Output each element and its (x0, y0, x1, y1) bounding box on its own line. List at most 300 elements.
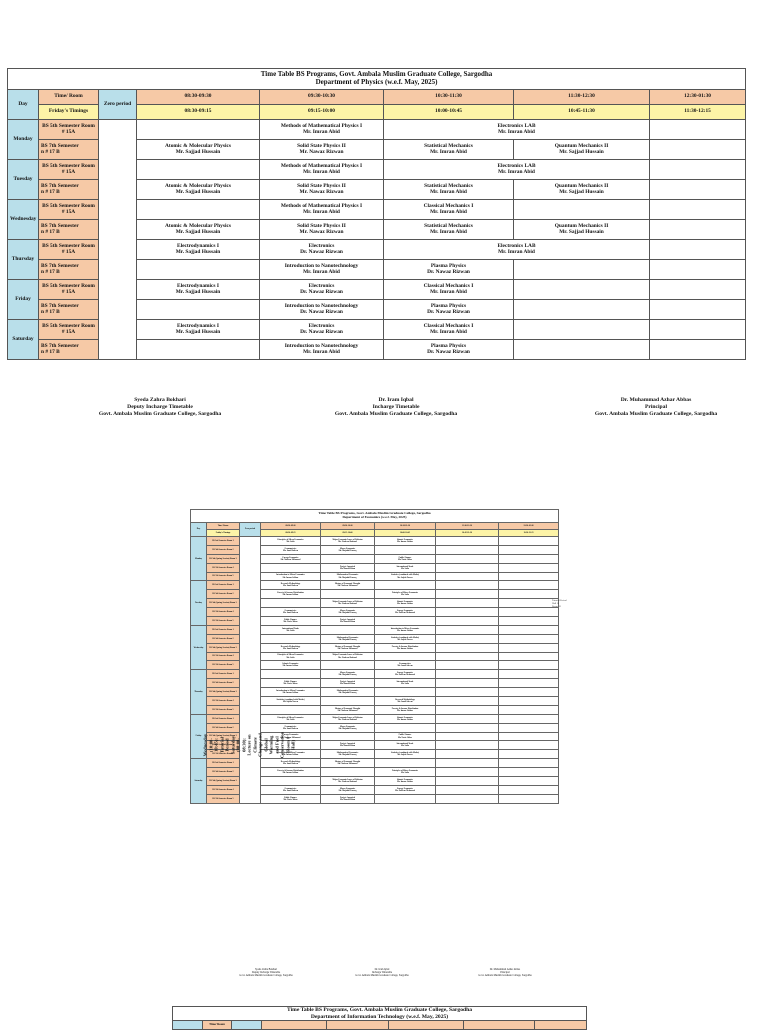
class-cell: Major Economic Issues of Pakistan Mr. Nadeem Shahzad (321, 537, 375, 546)
day-header: Day (191, 523, 207, 537)
semester-label: BS 3rd Semester Room 1 (207, 625, 240, 634)
class-cell: Quantum Mechanics II Mr. Sajjad Hussain (514, 140, 650, 160)
empty-cell (137, 340, 260, 360)
empty-cell (321, 732, 375, 741)
signature-incharge (296, 397, 496, 418)
signature-name: Syeda Zahra Bokhari (134, 397, 186, 403)
empty-cell (650, 240, 746, 260)
empty-cell (436, 599, 499, 608)
day-wednesday: Wednesday (191, 625, 207, 669)
empty-cell (499, 794, 559, 803)
semester-label: BS 5th (Spring Session) Room 3 (207, 643, 240, 652)
class-cell: Energy Economics Mr. Nadeem Mehmood (261, 554, 321, 563)
class-cell: Introduction to Micro Economics Mr. Imran Jabbar (375, 625, 436, 634)
day-saturday: Saturday (191, 759, 207, 803)
friday-slot-1: 08:30-09:15 (261, 530, 321, 537)
empty-cell (650, 180, 746, 200)
semester-label: BS 7th Semester Room 5 (207, 794, 240, 803)
semester-label: BS 5th (Spring Session) Room 3 (207, 777, 240, 786)
empty-cell (137, 120, 260, 140)
semester-label: BS 7th Semester n # 17 B (39, 300, 99, 320)
class-cell: Electronics LAB Mr. Imran Abid (384, 160, 650, 180)
class-cell: Macro Economics Mr. Mujahid Farooq (321, 723, 375, 732)
empty-cell (499, 785, 559, 794)
class-cell: Introduction to Micro Economics Mr. Imran Jabbar (261, 750, 321, 759)
title-line-2: Department of Information Technology (w.e.f. May, 2025) (310, 1013, 449, 1020)
empty-cell (137, 160, 260, 180)
class-cell: Quantum Mechanics II Mr. Sajjad Hussain (514, 220, 650, 240)
class-cell: Econometrics Mr. Jamil Saleem (261, 723, 321, 732)
friday-slot-4: 10:45-11:30 (514, 105, 650, 120)
class-cell: Plasma Physics Dr. Nawaz Rizwan (384, 300, 514, 320)
empty-cell (499, 679, 559, 688)
semester-label: BS 7th Semester n # 17 B (39, 340, 99, 360)
empty-cell (137, 300, 260, 320)
class-cell: Classical Mechanics I Mr. Imran Abid (384, 320, 514, 340)
semester-label: BS 3rd Semester Room 1 (207, 537, 240, 546)
class-cell: International Trade Mr. Saifa (375, 563, 436, 572)
class-cell: Islamic Economics Mr. Imran Jabbar (375, 599, 436, 608)
zero-period-header (232, 1021, 262, 1030)
empty-cell (514, 320, 650, 340)
zero-period-header: Zero period (240, 523, 261, 537)
empty-cell (436, 697, 499, 706)
empty-cell (650, 280, 746, 300)
day-tuesday: Tuesday (191, 581, 207, 625)
semester-label: BS 7th Semester n # 17 B (39, 220, 99, 240)
class-cell: Energy Economics Mr. Nadeem Mehmood (375, 785, 436, 794)
slot-header-3: 10:30-11:30 (375, 523, 436, 530)
semester-label: BS 7th Semester n # 17 B (39, 140, 99, 160)
class-cell: Project Appraisal Mr. Hamza Khan (321, 679, 375, 688)
empty-cell (436, 670, 499, 679)
empty-cell (499, 581, 559, 590)
slot-header-1 (262, 1021, 327, 1030)
empty-cell (436, 794, 499, 803)
empty-cell (436, 581, 499, 590)
zero-period-column (99, 120, 137, 360)
class-cell: Poverty & Income Distribution Mr. Imran Jabbar (261, 590, 321, 599)
empty-cell (436, 688, 499, 697)
semester-label: BS 5th Semester Room # 15A (39, 160, 99, 180)
signature-deputy-incharge (226, 968, 306, 978)
empty-cell (436, 608, 499, 617)
empty-cell (436, 545, 499, 554)
empty-cell (499, 572, 559, 581)
semester-label: BS 5th Semester Room # 15A (39, 200, 99, 220)
semester-label: BS 7th Semester Room 4 (207, 741, 240, 750)
empty-cell (375, 617, 436, 626)
class-cell: Research Methodology Mr. Jamil Saleem (375, 697, 436, 706)
empty-cell (321, 768, 375, 777)
empty-cell (436, 625, 499, 634)
class-cell: History of Economic Thought Mr. Nadeem Mehmood (321, 759, 375, 768)
semester-label: BS 5th Semester Room 2 (207, 679, 240, 688)
empty-cell (514, 340, 650, 360)
class-cell: Econometrics Mr. Jamil Saleem (261, 545, 321, 554)
empty-cell (137, 260, 260, 280)
empty-cell (375, 581, 436, 590)
empty-cell (499, 625, 559, 634)
it-timetable (172, 1006, 587, 1030)
class-cell: Econometrics Mr. Jamil Saleem (261, 785, 321, 794)
class-cell: Public Finance Mr. Nasir Abbas (261, 794, 321, 803)
class-cell: History of Economic Thought Mr. Nadeem Mehmood (321, 581, 375, 590)
empty-cell (499, 750, 559, 759)
empty-cell (499, 697, 559, 706)
class-cell: Electronics LAB Mr. Imran Abid (384, 120, 650, 140)
slot-header-2 (327, 1021, 389, 1030)
empty-cell (375, 688, 436, 697)
signature-role: Principal (500, 971, 510, 975)
signature-name: Dr. Muhammad Azhar Abbas (620, 397, 692, 403)
zero-period-header: Zero period (99, 90, 137, 120)
empty-cell (375, 759, 436, 768)
empty-cell (261, 670, 321, 679)
friday-slot-4: 10:45-11:30 (436, 530, 499, 537)
empty-cell (436, 768, 499, 777)
day-header: Day (8, 90, 39, 120)
class-cell: Statistical Mechanics Mr. Imran Abid (384, 140, 514, 160)
empty-cell (650, 300, 746, 320)
signature-principal (460, 968, 550, 978)
class-cell: Plasma Physics Dr. Nawaz Rizwan (384, 340, 514, 360)
time-room-header: Time/ Room (207, 523, 240, 530)
empty-cell (436, 643, 499, 652)
empty-cell (650, 160, 746, 180)
semester-label: BS 7th Semester Room 4 (207, 608, 240, 617)
class-cell: Statistics (combined with Maths) Mr. Sajida Yaseen (375, 634, 436, 643)
class-cell: Electrodynamics I Mr. Sajjad Hussain (137, 280, 260, 300)
empty-cell (514, 200, 650, 220)
empty-cell (436, 777, 499, 786)
empty-cell (499, 634, 559, 643)
empty-cell (261, 777, 321, 786)
empty-cell (261, 599, 321, 608)
empty-cell (514, 300, 650, 320)
signature-org: Govt. Ambala Muslim Graduate College, Sargodha (478, 974, 532, 978)
semester-label: BS 7th Semester n # 17 B (39, 180, 99, 200)
signature-name: Syeda Zahra Bokhari (254, 968, 278, 971)
class-cell: Statistics (combined with Maths) Mr. Sajida Yaseen (261, 697, 321, 706)
class-cell: Islamic Economics Mr. Imran Jabbar (375, 714, 436, 723)
class-cell: History of Economic Thought Mr. Nadeem Mehmood (321, 705, 375, 714)
class-cell: Introduction to Nanotechnology Dr. Nawaz Rizwan (260, 300, 384, 320)
class-cell: Introduction to Nanotechnology Mr. Imran Abid (260, 260, 384, 280)
class-cell: Statistics (combined with Maths) Mr. Sajida Yaseen (375, 750, 436, 759)
timetable-title (8, 69, 746, 90)
day-monday: Monday (191, 537, 207, 581)
friday-slot-2: 09:15-10:00 (321, 530, 375, 537)
semester-label: BS 5th Semester Room 2 (207, 590, 240, 599)
empty-cell (499, 554, 559, 563)
day-tuesday: Tuesday (8, 160, 39, 200)
class-cell: Econometrics Mr. Jamil Saleem (261, 608, 321, 617)
signature-role: Principal (644, 403, 668, 410)
class-cell: History of Economic Thought Mr. Nadeem Mehmood (321, 643, 375, 652)
slot-header-4 (464, 1021, 535, 1030)
class-cell: Principles of Micro Economics Mr. Saifa (261, 714, 321, 723)
semester-label: BS 5th (Spring Session) Room 3 (207, 554, 240, 563)
class-cell: Electronics Dr. Nawaz Rizwan (260, 240, 384, 260)
class-cell: Research Methodology Mr. Jamil Saleem (261, 759, 321, 768)
semester-label: BS 7th Semester Room 5 (207, 572, 240, 581)
class-cell: Principles of Micro Economics Mr. Saifa (261, 537, 321, 546)
empty-cell (650, 340, 746, 360)
empty-cell (375, 723, 436, 732)
semester-label: BS 7th Semester Room 5 (207, 705, 240, 714)
empty-cell (499, 643, 559, 652)
friday-slot-3: 10:00-10:45 (384, 105, 514, 120)
empty-cell (375, 652, 436, 661)
class-cell: Poverty & Income Distribution Mr. Imran Jabbar (261, 768, 321, 777)
class-cell: Poverty & Income Distribution Mr. Imran Jabbar (375, 643, 436, 652)
empty-cell (514, 260, 650, 280)
class-cell: Major Economic Issues of Pakistan Mr. Nadeem Shahzad (321, 777, 375, 786)
class-cell: International Trade Mr. Saifa (261, 625, 321, 634)
class-cell: Introduction to Nanotechnology Mr. Imran Abid (260, 340, 384, 360)
empty-cell (650, 120, 746, 140)
class-cell: Public Finance Mr. Nasir Abbas (261, 679, 321, 688)
semester-label: BS 7th Semester Room 4 (207, 697, 240, 706)
semester-label: BS 7th Semester Room 5 (207, 661, 240, 670)
physics-timetable (7, 68, 746, 360)
slot-header-1: 08:30-09:30 (137, 90, 260, 105)
empty-cell (436, 741, 499, 750)
empty-cell (499, 545, 559, 554)
day-friday: Friday (191, 714, 207, 758)
empty-cell (261, 705, 321, 714)
class-cell: Islamic Economics Mr. Imran Jabbar (261, 661, 321, 670)
slot-header-3 (389, 1021, 464, 1030)
empty-cell (436, 537, 499, 546)
slot-header-3: 10:30-11:30 (384, 90, 514, 105)
semester-label: BS 5th Semester Room 2 (207, 545, 240, 554)
empty-cell (436, 590, 499, 599)
time-room-header: Time/ Room (203, 1021, 232, 1030)
empty-cell (321, 661, 375, 670)
signature-name: Dr. Iram Iqbal (374, 968, 390, 971)
semester-label: BS 7th Semester n # 17 B (39, 260, 99, 280)
empty-cell (499, 608, 559, 617)
semester-label: BS 5th Semester Room 2 (207, 723, 240, 732)
class-cell: Atomic & Molecular Physics Mr. Sajjad Hussain (137, 180, 260, 200)
empty-cell (321, 554, 375, 563)
semester-label: BS 5th (Spring Session) Room 3 (207, 732, 240, 741)
class-cell: Principles of Micro Economics Mr. Saifa (375, 768, 436, 777)
class-cell: Mathematical Economics Mr. Mujahid Farooq (321, 750, 375, 759)
semester-label: BS 5th Semester Room # 15A (39, 240, 99, 260)
signature-incharge (342, 968, 422, 978)
semester-label: BS 3rd Semester Room 1 (207, 759, 240, 768)
empty-cell (650, 140, 746, 160)
class-cell: International Trade Mr. Saifa (375, 679, 436, 688)
class-cell: Public Finance Mr. Nasir Abbas (261, 617, 321, 626)
empty-cell (499, 537, 559, 546)
signature-org: Govt. Ambala Muslim Graduate College, Sargodha (239, 974, 293, 978)
semester-label: BS 5th Semester Room # 15A (39, 120, 99, 140)
slot-header-5: 12:30-01:30 (499, 523, 559, 530)
friday-slot-2: 09:15-10:00 (260, 105, 384, 120)
empty-cell (261, 563, 321, 572)
class-cell: Energy Economics Mr. Nadeem Mehmood (375, 608, 436, 617)
empty-cell (499, 617, 559, 626)
class-cell: Electrodynamics I Mr. Sajjad Hussain (137, 240, 260, 260)
slot-header-4: 11:30-12:30 (436, 523, 499, 530)
class-cell: Statistical Mechanics Mr. Imran Abid (384, 220, 514, 240)
friday-timings-label: Friday's Timings (39, 105, 99, 120)
empty-cell (436, 617, 499, 626)
class-cell: Electronics Dr. Nawaz Rizwan (260, 280, 384, 300)
empty-cell (650, 200, 746, 220)
semester-label: BS 3rd Semester Room 1 (207, 714, 240, 723)
empty-cell (436, 652, 499, 661)
class-cell: Atomic & Molecular Physics Mr. Sajjad Hussain (137, 220, 260, 240)
class-cell: International Trade Mr. Saifa (375, 741, 436, 750)
class-cell: Classical Mechanics I Mr. Imran Abid (384, 200, 514, 220)
class-cell: Electronics LAB Mr. Imran Abid (384, 240, 650, 260)
empty-cell (436, 723, 499, 732)
signature-org: Govt. Ambala Muslim Graduate College, Sargodha (98, 410, 222, 417)
class-cell: Mathematical Economics Mr. Mujahid Farooq (321, 634, 375, 643)
day-header (173, 1021, 203, 1030)
class-cell: Project Appraisal Mr. Hamza Khan (321, 563, 375, 572)
signature-name: Dr. Iram Iqbal (378, 397, 414, 403)
empty-cell (321, 697, 375, 706)
class-cell: Methods of Mathematical Physics I Mr. Imran Abid (260, 200, 384, 220)
empty-cell (436, 554, 499, 563)
timetable-title (191, 510, 559, 523)
slot-header-5 (535, 1021, 587, 1030)
empty-cell (436, 714, 499, 723)
empty-cell (436, 759, 499, 768)
friday-slot-5: 11:30-12:15 (650, 105, 746, 120)
empty-cell (499, 652, 559, 661)
class-cell: Islamic Economics Mr. Imran Jabbar (375, 777, 436, 786)
empty-cell (436, 705, 499, 714)
day-thursday: Thursday (8, 240, 39, 280)
empty-cell (499, 759, 559, 768)
empty-cell (436, 572, 499, 581)
empty-cell (436, 750, 499, 759)
empty-cell (499, 741, 559, 750)
semester-label: BS 3rd Semester Room 1 (207, 670, 240, 679)
signature-org: Govt. Ambala Muslim Graduate College, Sargodha (355, 974, 409, 978)
semester-label: BS 5th (Spring Session) Room 3 (207, 599, 240, 608)
empty-cell (436, 679, 499, 688)
semester-label: BS 7th Semester Room 4 (207, 563, 240, 572)
empty-cell (436, 785, 499, 794)
empty-cell (436, 732, 499, 741)
empty-cell (499, 705, 559, 714)
class-cell: Solid State Physics II Mr. Nawaz Rizwan (260, 180, 384, 200)
semester-label: BS 5th Semester Room 2 (207, 768, 240, 777)
class-cell: Energy Economics Mr. Nadeem Mehmood (375, 670, 436, 679)
class-cell: Plasma Physics Dr. Nawaz Rizwan (384, 260, 514, 280)
empty-cell (499, 714, 559, 723)
class-cell: Introduction to Micro Economics Mr. Imran Jabbar (261, 572, 321, 581)
slot-header-4: 11:30-12:30 (514, 90, 650, 105)
class-cell: Energy Economics Mr. Nadeem Mehmood (261, 732, 321, 741)
class-cell: Macro Economics Mr. Mujahid Farooq (321, 608, 375, 617)
semester-label: BS 3rd Semester Room 1 (207, 581, 240, 590)
class-cell: Econometrics Mr. Jamil Saleem (375, 661, 436, 670)
day-friday: Friday (8, 280, 39, 320)
class-cell: Atomic & Molecular Physics Mr. Sajjad Hussain (137, 140, 260, 160)
signature-deputy-incharge (60, 397, 260, 418)
empty-cell (650, 320, 746, 340)
empty-cell (499, 723, 559, 732)
semester-label: BS 5th Semester Room # 15A (39, 320, 99, 340)
class-cell: Research Methodology Mr. Jamil Saleem (261, 643, 321, 652)
class-cell: Electrodynamics I Mr. Sajjad Hussain (137, 320, 260, 340)
empty-cell (436, 634, 499, 643)
semester-label: BS 5th Semester Room 2 (207, 634, 240, 643)
class-cell: Islamic Economics Mr. Imran Jabbar (375, 537, 436, 546)
semester-label: BS 7th Semester Room 5 (207, 750, 240, 759)
semester-label: BS 7th Semester Room 5 (207, 617, 240, 626)
class-cell: Research Methodology Mr. Jamil Saleem (261, 581, 321, 590)
class-cell: Electronics Dr. Nawaz Rizwan (260, 320, 384, 340)
class-cell: Major Economic Issues of Pakistan Mr. Nadeem Shahzad (321, 652, 375, 661)
day-saturday: Saturday (8, 320, 39, 360)
class-cell: Project Appraisal Mr. Hamza Khan (321, 741, 375, 750)
friday-slot-1: 08:30-09:15 (137, 105, 260, 120)
day-wednesday: Wednesday (8, 200, 39, 240)
day-thursday: Thursday (191, 670, 207, 714)
empty-cell (261, 634, 321, 643)
friday-slot-5: 11:30-12:15 (499, 530, 559, 537)
title-line-1: Time Table BS Programs, Govt. Ambala Muslim Graduate College, Sargodha (318, 511, 431, 516)
semester-label: BS 5th Semester Room # 15A (39, 280, 99, 300)
semester-label: BS 7th Semester Room 4 (207, 785, 240, 794)
empty-cell (499, 670, 559, 679)
signature-role: Incharge Timetable (371, 971, 393, 975)
class-cell: Poverty & Income Distribution Mr. Imran Jabbar (375, 705, 436, 714)
side-note: Tutorial Period Hall 10 Room 12 (552, 599, 567, 608)
class-cell: Macro Economics Mr. Mujahid Farooq (321, 785, 375, 794)
empty-cell (499, 688, 559, 697)
empty-cell (137, 200, 260, 220)
signature-principal (556, 397, 756, 418)
class-cell: Solid State Physics II Mr. Nawaz Rizwan (260, 140, 384, 160)
title-line-1: Time Table BS Programs, Govt. Ambala Muslim Graduate College, Sargodha (287, 1007, 473, 1014)
empty-cell (321, 590, 375, 599)
class-cell: Principles of Micro Economics Mr. Saifa (261, 652, 321, 661)
empty-cell (499, 768, 559, 777)
empty-cell (375, 794, 436, 803)
signature-role: Deputy Incharge Timetable (251, 971, 281, 975)
empty-cell (650, 220, 746, 240)
class-cell: Mathematical Economics Mr. Mujahid Farooq (321, 688, 375, 697)
class-cell: Quantum Mechanics II Mr. Sajjad Hussain (514, 180, 650, 200)
class-cell: Classical Mechanics I Mr. Imran Abid (384, 280, 514, 300)
empty-cell (499, 563, 559, 572)
class-cell: Project Appraisal Mr. Hamza Khan (321, 617, 375, 626)
empty-cell (499, 777, 559, 786)
title-line-1: Time Table BS Programs, Govt. Ambala Muslim Graduate College, Sargodha (260, 70, 493, 79)
empty-cell (375, 545, 436, 554)
class-cell: Methods of Mathematical Physics I Mr. Imran Abid (260, 160, 384, 180)
time-room-header: Time/ Room (39, 90, 99, 105)
signature-role: Deputy Incharge Timetable (127, 403, 193, 410)
slot-header-2: 09:30-10:30 (321, 523, 375, 530)
timetable-title (173, 1007, 587, 1021)
semester-label: BS 7th Semester Room 4 (207, 652, 240, 661)
semester-label: BS 5th (Spring Session) Room 3 (207, 688, 240, 697)
class-cell: Introduction to Micro Economics Mr. Imran Jabbar (261, 688, 321, 697)
signature-org: Govt. Ambala Muslim Graduate College, Sargodha (334, 410, 458, 417)
